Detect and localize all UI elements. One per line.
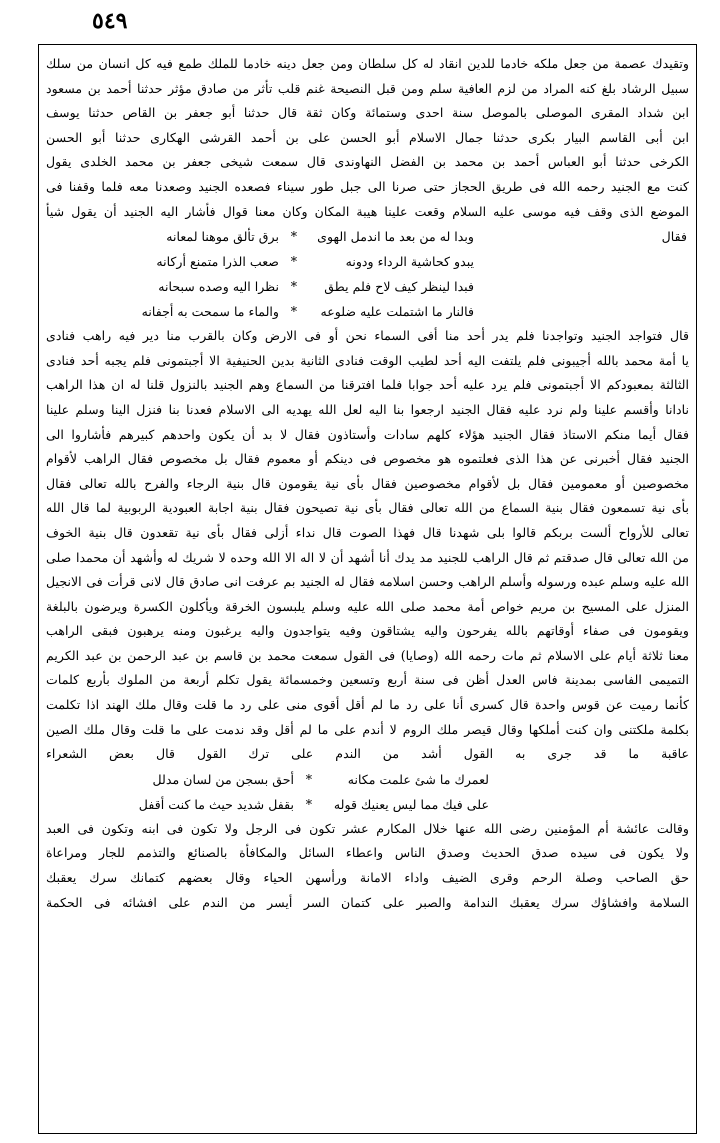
verse-list-2 [46,767,689,817]
text-line: المنزل على المسيح بن مريم خواص أمة محمد صلى الله عليه وسلم يلبسون الخرقة ويأكلون الكسرة ويرضون بالبلغة [46,598,689,614]
verse-separator-icon: * [290,279,297,295]
verse-row [46,792,689,817]
text-line: من الله تعالى قال صدقتم ثم قال الراهب للجنيد مد يدك أنا أشهد أن لا اله الا الله وحده لا شريك له وأشهد أن محمدا صلى [46,549,689,565]
text-line: وقالت عائشة أم المؤمنين رضى الله عنها خلال المكارم عشر تكون فى الرجل ولا تكون فى ابنه وتكون فى العبد [46,820,689,836]
text-line: ولا يكون فى سيده صدق الحديث وصدق الناس واعطاء السائل والمكافأة بالصنائع والتذمم للجار ومراعاة [46,845,689,861]
text-line: ابن أبى القاسم البيار بكرى حدثنا جمال الاسلام أبو الحسن على بن أحمد القرشى الهكارى حدثنا أبو الحسن [46,129,689,145]
verse-row [46,299,689,324]
verse-row [46,249,689,274]
text-line: فقال أيما منكم الاستاذ فقال الجنيد هؤلاء كلهم سادات وأستاذون فقال لا بد أن يكون واحدهم كبيرهم فأشاروا الى [46,426,689,442]
poem-block-1 [46,224,689,324]
text-line: كنت مع الجنيد رحمه الله فى طريق الحجاز حتى صرنا الى جبل طور سيناء فصعده الجنيد وصعدنا معه فلما وقفنا فى [46,178,689,194]
verse-intro: فقال [661,229,687,245]
verse-row [46,274,689,299]
verse-first-hemistich: على فيك مما ليس يعنيك قوله [333,796,489,812]
text-line: الجنيد فقال أخبرنى عن هذا الذى فعلتموه هو مخصوص فى دينكم أو معموم فقال بل مخصوص فقال الراهب لأقوام [46,451,689,467]
text-line: قال فتواجد الجنيد وتواجدنا فلم يدر أحد منا أفى السماء نحن أو فى الارض وكان بالقرب منا دير فيه راهب فنادى [46,328,689,344]
paragraph-block-3 [46,817,689,915]
text-line: حق الصاحب وصلة الرحم وقرى الضيف واداء الامانة ورأسهن الحياء وقال بعضهم كتمانك سرك يعقبك [46,870,689,886]
page-number: ٥٤٩ [92,8,128,34]
page-body [46,52,689,915]
poem-block-2 [46,767,689,817]
text-line: تعالى للأرواح ألست بربكم قالوا بلى شهدنا قال فهذا الصوت قال نداء أزلى فقال بأى نية تقعدون قال بنية الخوف [46,524,689,540]
verse-second-hemistich: أحق بسجن من لسان مدلل [152,771,294,787]
text-line: عاقبة ما قد جرى به القول أشد من الندم على ترك القول قال بعض الشعراء [46,746,689,762]
paragraph-block-1 [46,52,689,224]
verse-second-hemistich: بقفل شديد حيث ما كنت أقفل [138,796,294,812]
verse-second-hemistich: صعب الذرا متمنع أركانه [156,254,279,270]
verse-separator-icon: * [290,304,297,320]
text-line: كأنما رميت عن قوس واحدة قال كسرى أنا على رد ما لم أقل أقوى منى على رد ما قلت وقال ملك الهند اذا تكلمت [46,697,689,713]
text-line: بأى نية تسمعون فقال بنية السماع من الله تعالى فقال بأى نية تصيحون فقال بنية اجابة العبودية الربوبية لما قال الله [46,500,689,516]
text-line: الله عليه وسلم عبده ورسوله وأسلم الراهب وحسن اسلامه فقال له الجنيد بم عرفت انى صادق قال لانى قرأت فى الانجيل [46,574,689,590]
verse-first-hemistich: يبدو كحاشية الرداء ودونه [345,254,474,270]
verse-first-hemistich: لعمرك ما شئ علمت مكانه [347,771,489,787]
verse-first-hemistich: فالنار ما اشتملت عليه ضلوعه [320,304,474,320]
text-line: سبيل الرشاد بلغ كنه المراد من لزم العافية سلم ومن قبل النصيحة غنم قلب تأثر من صادق مؤثر حدثنا أحمد بن مسعود [46,80,689,96]
verse-list [46,224,689,324]
verse-first-hemistich: فبدا لينظر كيف لاح فلم يطق [324,279,474,295]
text-line: التميمى الفاسى بمدينة فاس العدل أظن فى سنة أربع وتسعين وخمسمائة يقول تكلم أربعة من الملوك بأربع كلمات [46,672,689,688]
verse-row [46,767,689,792]
verse-separator-icon: * [290,229,297,245]
paragraph-block-2 [46,324,689,767]
text-line: مخصوصين أو معمومين فقال بل لأقوام مخصوصين فقال بأى نية يقومون قال بنية الرجاء والفرح بالله تعالى فقال [46,475,689,491]
text-line: ويقومون فى صفاء أوقاتهم بالله يفرحون واليه يشتاقون وفيه يتواجدون واليه يرغبون ومنه يرهبون فبقى الراهب [46,623,689,639]
verse-separator-icon: * [290,254,297,270]
text-line: ابن شداد المقرى الموصلى بالموصل سنة احدى وستمائة وكان ثقة قال حدثنا أبو جعفر بن القاص حدثنا يوسف [46,105,689,121]
verse-second-hemistich: نظرا اليه وصده سبحانه [158,279,279,295]
verse-row [46,224,689,249]
text-line: الكرخى حدثنا أبو العباس أحمد بن محمد بن الفضل النهاوندى قال سمعت شيخى جعفر بن محمد الخلدى يقول [46,154,689,170]
verse-separator-icon: * [305,796,312,812]
text-line: السلامة وافشاؤك سرك يعقبك الندامة والصبر على كتمان السر أيسر من الندم على افشائه فى الحكمة [46,894,689,910]
verse-second-hemistich: والماء ما سمحت به أجفانه [141,304,279,320]
verse-separator-icon: * [305,771,312,787]
text-line: نادانا وأقسم علينا ولم نرد عليه فقال الجنيد ارجعوا بنا اليه لعل الله يهديه الى الاسلام فعدنا بنا فنزل الينا وسلم علينا [46,401,689,417]
text-line: يا أمة محمد بالله أجيبونى فلم يلتفت اليه أحد لطيب الوقت فنادى الثانية بدين الحنيفية الا أجبتمونى فلم يجبه أحد فنادى [46,352,689,368]
text-line: معنا ثلاثة أيام على الاسلام ثم مات رحمه الله (وصايا) فى القول سمعت محمد بن قاسم بن عبد الرحمن بن عبد الكريم [46,647,689,663]
text-line: الثالثة بمعبودكم الا أجبتمونى فلم يرد عليه أحد جوابا فلما افترقنا من السماع وهم الجنيد بالنزول قلنا له ان هذا الراهب [46,377,689,393]
verse-first-hemistich: وبدا له من بعد ما اندمل الهوى [317,229,474,245]
text-line: بكلمة ملكتنى وان كنت أملكها وقال قيصر ملك الروم لا أندم على ما لم أقل وقد ندمت على ما قلت وقال ملك الصين [46,721,689,737]
text-line: الموضع الذى وقف فيه موسى عليه السلام وقعت علينا هيبة المكان وكان معنا قوال فأشار اليه الجنيد أن يقول شيأ [46,203,689,219]
verse-second-hemistich: برق تألق موهنا لمعانه [166,229,279,245]
text-line: وتقيدك عصمة من جعل ملكه خادما للدين انقاد له كل سلطان ومن جعل دينه خادما للملك طمع فيه كل انسان من سلك [46,56,689,71]
